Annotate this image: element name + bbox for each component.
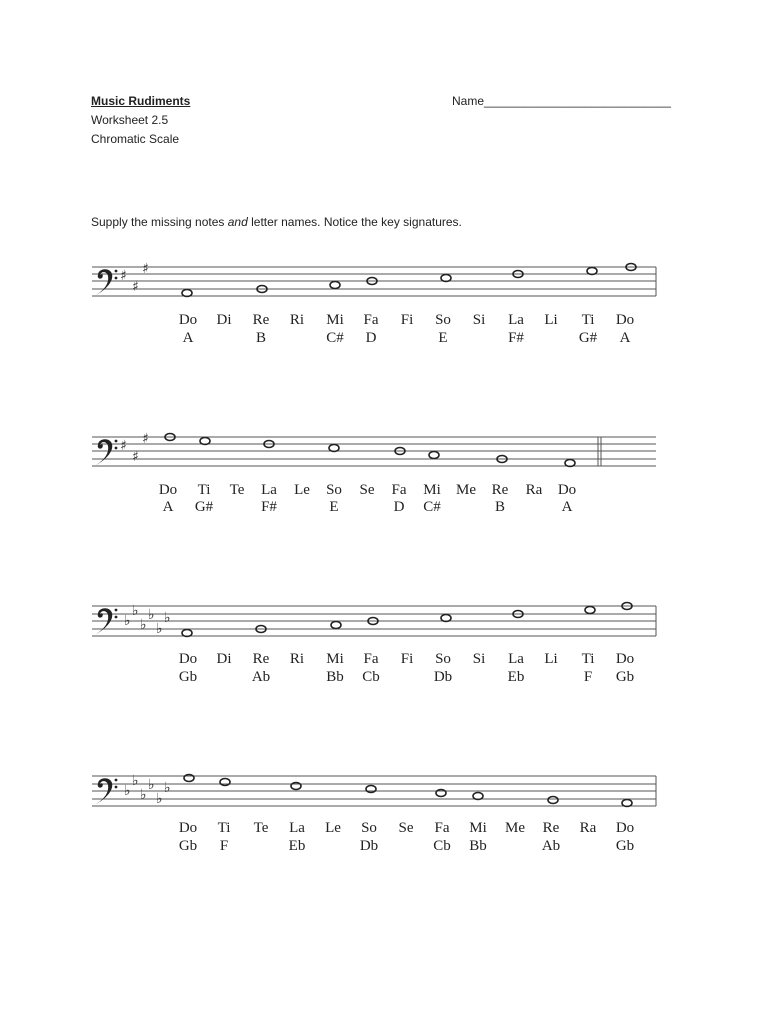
solfege-label: So [361, 820, 377, 836]
solfege-label: Mi [326, 312, 344, 328]
solfege-label: Fa [363, 651, 379, 667]
solfege-label: Ra [525, 482, 543, 498]
letter-name-label: Gb [615, 838, 635, 854]
letter-name-label: A [162, 499, 174, 515]
solfege-label: Ra [579, 820, 597, 836]
flat-key-signature-icon [124, 603, 171, 637]
solfege-label: Re [252, 651, 270, 667]
instructions [91, 215, 462, 229]
solfege-label: Si [472, 651, 486, 667]
solfege-label: Do [178, 651, 198, 667]
staff-3-notation [90, 595, 680, 645]
svg-text:♯: ♯ [132, 279, 139, 295]
worksheet-number: Worksheet 2.5 [91, 113, 169, 127]
letter-name-label: F# [508, 330, 524, 346]
letter-name-label: E [438, 330, 448, 346]
solfege-label: Do [178, 312, 198, 328]
solfege-label: Me [456, 482, 476, 498]
letter-name-label: D [393, 499, 405, 515]
solfege-label: La [508, 312, 524, 328]
solfege-label: So [435, 312, 451, 328]
solfege-label: Me [505, 820, 525, 836]
note-heads [182, 603, 632, 637]
svg-text:♯: ♯ [142, 431, 149, 447]
solfege-label: Se [359, 482, 375, 498]
svg-text:♭: ♭ [140, 617, 147, 633]
worksheet-topic: Chromatic Scale [91, 132, 180, 146]
solfege-label: Mi [469, 820, 487, 836]
solfege-label: Mi [423, 482, 441, 498]
staff-4-notation [90, 765, 680, 815]
solfege-label: Ti [581, 312, 595, 328]
solfege-label: Li [544, 312, 558, 328]
svg-text:♯: ♯ [142, 261, 149, 277]
svg-text:♯: ♯ [132, 449, 139, 465]
svg-text:♭: ♭ [132, 773, 139, 789]
svg-text:♯: ♯ [120, 268, 127, 284]
sharp-key-signature-icon [120, 431, 149, 465]
letter-name-label: Bb [326, 669, 344, 685]
letter-name-label: G# [194, 499, 214, 515]
solfege-label: Ri [289, 651, 305, 667]
flat-key-signature-icon [124, 773, 171, 807]
letter-name-label: Ab [541, 838, 561, 854]
note-heads [182, 264, 636, 297]
letter-name-label: Eb [507, 669, 525, 685]
solfege-label: Re [542, 820, 560, 836]
letter-name-label: Eb [288, 838, 306, 854]
solfege-label: Do [615, 820, 635, 836]
solfege-label: So [435, 651, 451, 667]
letter-name-label: Db [359, 838, 379, 854]
letter-name-label: F [583, 669, 593, 685]
letter-name-label: Gb [178, 838, 198, 854]
solfege-label: So [326, 482, 342, 498]
instructions-text-end: letter names. Notice the key signatures. [247, 215, 462, 229]
svg-text:♭: ♭ [132, 603, 139, 619]
letter-name-label: B [494, 499, 506, 515]
worksheet-title: Music Rudiments [91, 94, 191, 108]
svg-text:♭: ♭ [140, 787, 147, 803]
sharp-key-signature-icon [120, 261, 149, 295]
letter-name-label: Cb [433, 838, 451, 854]
solfege-label: Re [252, 312, 270, 328]
letter-name-label: Ab [251, 669, 271, 685]
solfege-label: Do [615, 312, 635, 328]
staff-2-notation [90, 425, 680, 475]
letter-name-label: D [365, 330, 377, 346]
solfege-label: Do [178, 820, 198, 836]
svg-text:♭: ♭ [164, 780, 171, 796]
bass-clef-icon [96, 439, 117, 465]
solfege-label: Ti [217, 820, 231, 836]
letter-name-label: B [255, 330, 267, 346]
solfege-label: Ri [289, 312, 305, 328]
letter-name-label: Db [433, 669, 453, 685]
letter-name-label: Cb [362, 669, 380, 685]
letter-name-label: A [561, 499, 573, 515]
letter-name-label: F [219, 838, 229, 854]
solfege-label: Le [294, 482, 310, 498]
letter-name-label: A [182, 330, 194, 346]
solfege-label: Fi [400, 312, 414, 328]
solfege-label: Se [398, 820, 414, 836]
instructions-emphasis: and [227, 215, 248, 229]
svg-text:♭: ♭ [124, 783, 131, 799]
letter-name-label: E [329, 499, 339, 515]
solfege-label: Fa [434, 820, 450, 836]
solfege-label: Mi [326, 651, 344, 667]
solfege-label: Fi [400, 651, 414, 667]
solfege-label: La [261, 482, 277, 498]
svg-text:♭: ♭ [148, 607, 155, 623]
name-field[interactable]: Name____________________________ [452, 94, 671, 108]
solfege-label: Do [557, 482, 577, 498]
instructions-text: Supply the missing notes [91, 215, 228, 229]
svg-text:♭: ♭ [156, 621, 163, 637]
letter-name-label: Bb [469, 838, 487, 854]
svg-text:♭: ♭ [148, 777, 155, 793]
bass-clef-icon [96, 269, 117, 295]
svg-text:♭: ♭ [164, 610, 171, 626]
solfege-label: Te [253, 820, 269, 836]
solfege-label: Di [216, 312, 232, 328]
letter-name-label: A [619, 330, 631, 346]
svg-text:♭: ♭ [156, 791, 163, 807]
solfege-label: Do [615, 651, 635, 667]
solfege-label: Si [472, 312, 486, 328]
staff-1-notation [90, 255, 680, 305]
solfege-label: Te [229, 482, 245, 498]
solfege-label: Do [158, 482, 178, 498]
letter-name-label: C# [326, 330, 344, 346]
solfege-label: Fa [391, 482, 407, 498]
letter-name-label: Gb [178, 669, 198, 685]
letter-name-label: F# [261, 499, 277, 515]
solfege-label: Fa [363, 312, 379, 328]
svg-text:♯: ♯ [120, 438, 127, 454]
solfege-label: Re [491, 482, 509, 498]
solfege-label: Ti [197, 482, 211, 498]
staff-2-descending-sharps [90, 425, 680, 545]
letter-name-label: C# [423, 499, 441, 515]
letter-name-label: Gb [615, 669, 635, 685]
solfege-label: Li [544, 651, 558, 667]
solfege-label: Le [325, 820, 341, 836]
note-heads [165, 434, 575, 467]
solfege-label: La [508, 651, 524, 667]
solfege-label: La [289, 820, 305, 836]
solfege-label: Di [216, 651, 232, 667]
letter-name-label: G# [578, 330, 598, 346]
solfege-label: Ti [581, 651, 595, 667]
svg-text:♭: ♭ [124, 613, 131, 629]
